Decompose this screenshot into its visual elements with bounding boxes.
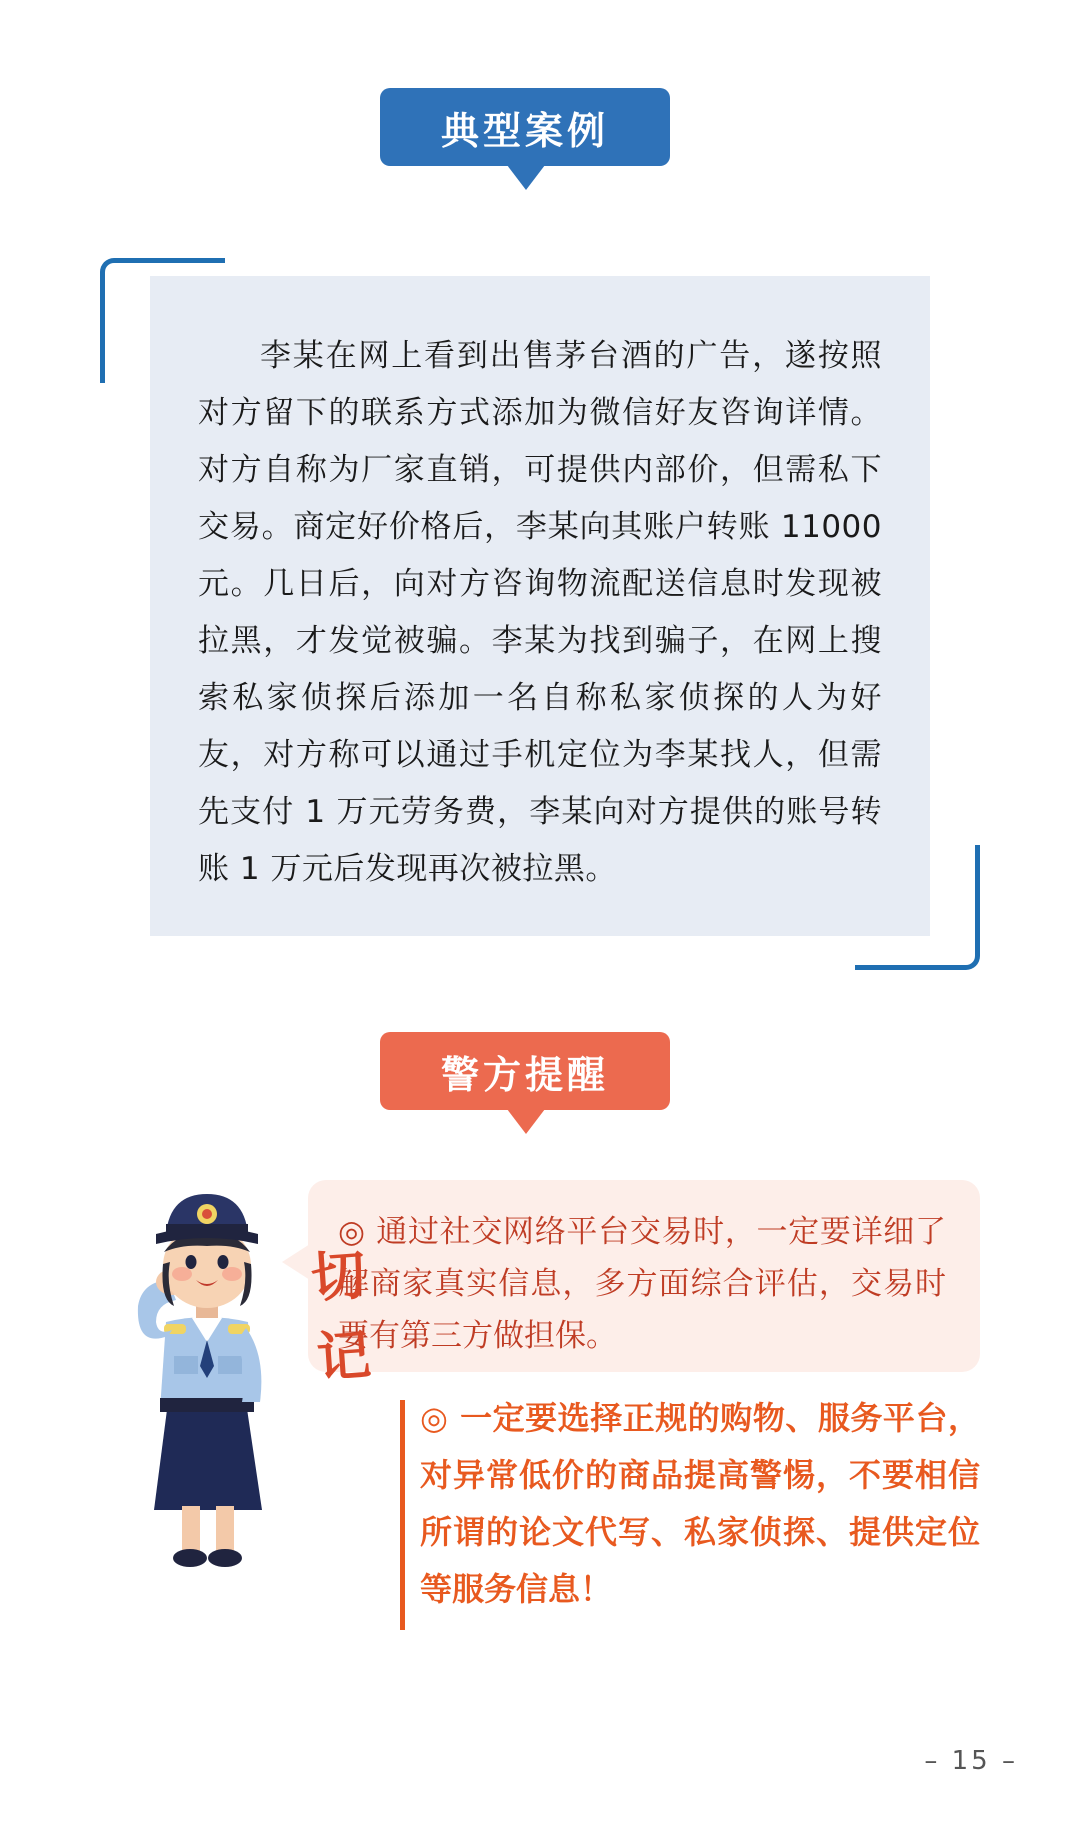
case-frame — [100, 258, 980, 970]
case-body-text: 李某在网上看到出售茅台酒的广告，遂按照对方留下的联系方式添加为微信好友咨询详情。对方自称为厂家直销，可提供内部价，但需私下交易。商定好价格后，李某向其账户转账 11000 元。几日后，向对方咨询物流配送信息时发现被拉黑，才发觉被骗。李某为找到骗子，在网上搜索私家侦探后添加一名自称私家侦探的人为好友，对方称可以通过手机定位为李某找人，但需先支付 1 万元劳务费，李某向对方提供的账号转账 1 万元后发现再次被拉黑。 — [198, 338, 882, 887]
police-tip-text: ◎ 通过社交网络平台交易时，一定要详细了解商家真实信息，多方面综合评估，交易时要有第三方做担保。 — [338, 1214, 946, 1354]
police-reminder-banner-label: 警方提醒 — [440, 1051, 609, 1097]
vertical-divider — [400, 1400, 405, 1630]
police-reminder-banner — [380, 1032, 670, 1110]
case-text-box — [150, 276, 930, 936]
remember-stamp — [291, 1233, 392, 1399]
page-number: – 15 – — [924, 1746, 1018, 1776]
remember-stamp-line-1: 切 — [309, 1242, 368, 1310]
police-tip-bubble — [308, 1180, 980, 1372]
case-banner — [380, 88, 670, 166]
case-banner-label: 典型案例 — [440, 107, 609, 153]
remember-stamp-line-2: 记 — [314, 1322, 373, 1390]
police-officer-illustration — [96, 1170, 316, 1570]
warning-text: ◎ 一定要选择正规的购物、服务平台，对异常低价的商品提高警惕，不要相信所谓的论文代写、私家侦探、提供定位等服务信息！ — [420, 1399, 980, 1608]
